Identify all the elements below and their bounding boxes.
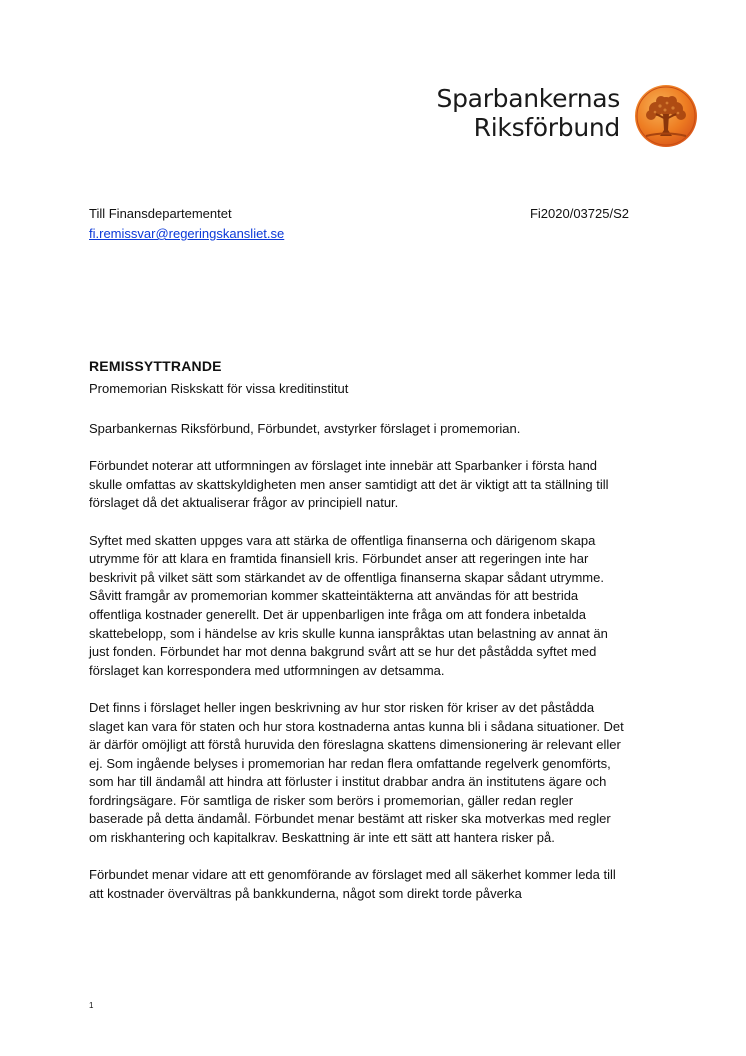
logo-line-1: Sparbankernas (436, 84, 620, 113)
email-link[interactable]: fi.remissvar@regeringskansliet.se (89, 226, 285, 241)
paragraph: Förbundet noterar att utformningen av förslaget inte innebär att Sparbanker i första hand skulle omfattas av skattskyldigheten men anser samtidigt att det är viktigt att ta ställning till förslaget då det aktualiserar frågor av principiell natur. (89, 458, 609, 511)
paragraph: Det finns i förslaget heller ingen beskrivning av hur stor risken för kriser av det påstådda slaget kan vara för staten och hur stora kostnaderna antas kunna bli i sådana situationer. Det är därför omöjligt att förstå huruvida den föreslagna skattens dimensionering är relevant eller ej. Som ingående belyses i promemorian har redan flera omfattande regelverk genomförts, som har till ändamål att hindra att förluster i institut drabbar andra än institutens ägare och fordringsägare. För samtliga de risker som berörs i promemorian, gäller redan regler baserade på detta ändamål. Förbundet menar bestämt att risker ska motverkas med regler om riskhantering och kapitalkrav. Beskattning är inte ett sätt att hantera risker på. (89, 699, 624, 846)
document-subtitle: Promemorian Riskskatt för vissa kreditinstitut (89, 381, 349, 396)
logo-wordmark (430, 84, 620, 142)
paragraph: Förbundet menar vidare att ett genomförande av förslaget med all säkerhet kommer leda till att kostnader övervältras på bankkunderna, något som direkt torde påverka (89, 867, 616, 901)
paragraph: Syftet med skatten uppges vara att stärka de offentliga finanserna och därigenom skapa utrymme för att klara en framtida finansiell kris. Förbundet anser att regeringen inte har beskrivit på vilket sätt som stärkandet av de offentliga finanserna skapar sådant utrymme. Såvitt framgår av promemorian kommer skatteintäkterna att användas för att bestrida offentliga kostnader generellt. Det är uppenbarligen inte fråga om att fondera inbetalda skattebelopp, som i händelse av kris skulle kunna ianspråktas utan belastning av annat än just fonden. Förbundet har mot denna bakgrund svårt att se hur det påstådda syftet med förslaget kan korrespondera med utformningen av detsamma. (89, 532, 608, 678)
paragraph: Sparbankernas Riksförbund, Förbundet, avstyrker förslaget i promemorian. (89, 421, 521, 436)
document-title: REMISSYTTRANDE (89, 358, 222, 374)
body-text (89, 420, 629, 922)
page-number: 1 (89, 1001, 94, 1010)
reference-number: Fi2020/03725/S2 (529, 206, 629, 221)
recipient: Till Finansdepartementet (89, 206, 232, 221)
organization-logo (430, 84, 710, 154)
oak-tree-emblem-icon (634, 84, 698, 148)
logo-line-2: Riksförbund (473, 113, 620, 142)
